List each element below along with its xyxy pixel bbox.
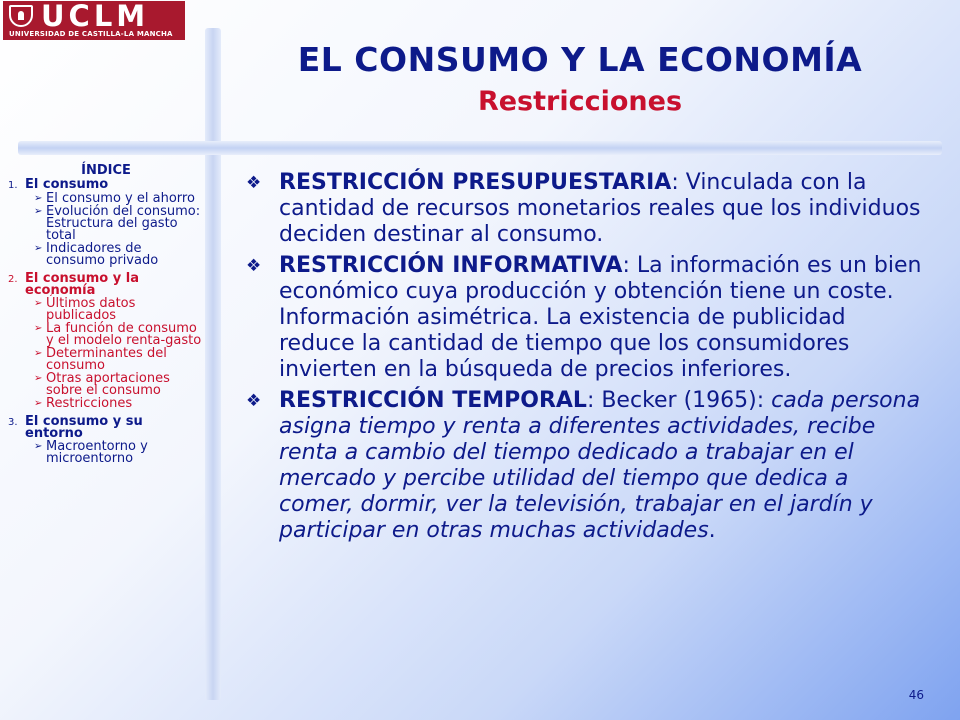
- index-item[interactable]: [8, 348, 204, 372]
- index-item-label: Macroentorno y microentorno: [46, 439, 148, 466]
- index-item-label: El consumo y el ahorro: [46, 191, 195, 206]
- index-section-2[interactable]: [8, 273, 204, 297]
- index-item[interactable]: [8, 323, 204, 347]
- section-number: 1.: [8, 180, 18, 191]
- section-label: El consumo y la economía: [25, 271, 139, 298]
- arrow-right-icon: ➢: [34, 441, 43, 452]
- index-item[interactable]: [8, 243, 204, 267]
- bullet-term: RESTRICCIÓN INFORMATIVA: [279, 253, 623, 278]
- index-item[interactable]: [8, 441, 204, 465]
- index-item-label: Evolución del consumo: Estructura del gasto total: [46, 204, 201, 243]
- arrow-right-icon: ➢: [34, 348, 43, 359]
- bullet-body: : Vinculada con la cantidad de recursos monetarios reales que los individuos deciden destinar al consumo.: [279, 170, 921, 247]
- bullet-text: [279, 253, 928, 383]
- slide-subtitle: Restricciones: [477, 86, 683, 117]
- bullet-body: : Becker (1965):: [586, 388, 772, 413]
- index-item[interactable]: [8, 206, 204, 242]
- logo-name: UCLM: [41, 0, 150, 33]
- bullet-text: [279, 170, 928, 248]
- index-item-label: La función de consumo y el modelo renta-gasto: [46, 321, 202, 348]
- bullet-informativa: [243, 253, 928, 383]
- index-sidebar: [8, 165, 204, 465]
- bullet-temporal: [243, 388, 928, 544]
- index-item-label: Restricciones: [46, 396, 133, 411]
- index-section-3[interactable]: [8, 416, 204, 440]
- bullet-body: : La información es un bien económico cuya producción y obtención tiene un coste. Información asimétrica. La existencia de publicidad reduce la cantidad de tiempo que los consumidores invierten en la búsqueda de precios inferiores.: [279, 253, 922, 382]
- diamond-bullet-icon: ❖: [246, 173, 262, 193]
- index-item-label: Otras aportaciones sobre el consumo: [46, 371, 170, 398]
- slide-title: EL CONSUMO Y LA ECONOMÍA: [297, 40, 863, 79]
- diamond-bullet-icon: ❖: [246, 391, 262, 411]
- index-item-current[interactable]: [8, 398, 204, 410]
- bullet-quote: cada persona asigna tiempo y renta a diferentes actividades, recibe renta a cambio del tiempo dedicado a trabajar en el mercado y percibe utilidad del tiempo que dedica a comer, dormir, ver la televisión, trabajar en el jardín y participar en otras muchas actividades: [279, 388, 921, 543]
- section-label: El consumo: [25, 177, 109, 192]
- vertical-divider-bar: [205, 28, 221, 700]
- bullet-term: RESTRICCIÓN TEMPORAL: [279, 388, 587, 413]
- diamond-bullet-icon: ❖: [246, 256, 262, 276]
- logo-subtitle: UNIVERSIDAD DE CASTILLA-LA MANCHA: [9, 30, 173, 38]
- arrow-right-icon: ➢: [34, 323, 43, 334]
- bullet-presupuestaria: [243, 170, 928, 248]
- index-item[interactable]: [8, 373, 204, 397]
- arrow-right-icon: ➢: [34, 193, 43, 204]
- section-label: El consumo y su entorno: [25, 414, 143, 441]
- page-number: 46: [908, 688, 924, 702]
- bullet-term: RESTRICCIÓN PRESUPUESTARIA: [279, 170, 672, 195]
- crest-icon: [9, 5, 33, 27]
- index-item-label: Determinantes del consumo: [46, 346, 167, 373]
- slide-content: [243, 170, 928, 549]
- arrow-right-icon: ➢: [34, 398, 43, 409]
- uclm-logo: [3, 1, 185, 40]
- index-title: ÍNDICE: [81, 163, 131, 178]
- bullet-end: .: [708, 518, 716, 543]
- section-number: 2.: [8, 274, 18, 285]
- arrow-right-icon: ➢: [34, 298, 43, 309]
- index-item-label: Indicadores de consumo privado: [46, 241, 159, 268]
- section-number: 3.: [8, 417, 18, 428]
- bullet-text: [279, 388, 928, 544]
- index-item[interactable]: [8, 298, 204, 322]
- index-item-label: Últimos datos publicados: [46, 296, 136, 323]
- arrow-right-icon: ➢: [34, 373, 43, 384]
- arrow-right-icon: ➢: [34, 206, 43, 217]
- horizontal-divider-bar: [18, 141, 942, 155]
- arrow-right-icon: ➢: [34, 243, 43, 254]
